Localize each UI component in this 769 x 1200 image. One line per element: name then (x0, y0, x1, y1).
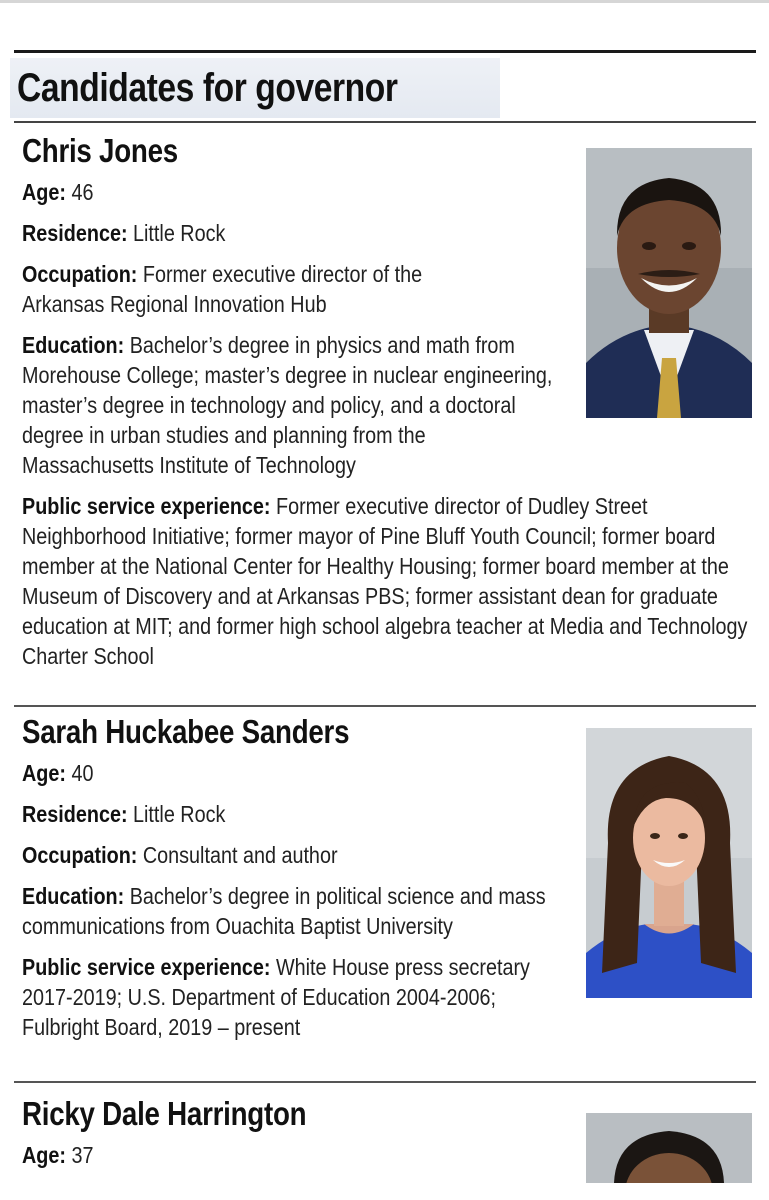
age-field (22, 758, 622, 788)
occupation-label: Occupation: (22, 842, 138, 868)
chris-jones-photo (586, 148, 752, 418)
age-label: Age: (22, 179, 66, 205)
education-field (22, 330, 562, 480)
candidate-ricky-dale-harrington (22, 1094, 562, 1170)
occupation-value: Former executive director of the Arkansas Regional Innovation Hub (22, 261, 423, 317)
age-value: 40 (71, 760, 94, 786)
education-label: Education: (22, 883, 125, 909)
education-label: Education: (22, 332, 125, 358)
public-service-label: Public service experience: (22, 493, 271, 519)
candidate-divider (14, 1081, 756, 1083)
residence-label: Residence: (22, 801, 128, 827)
page-title: Candidates for governor (17, 65, 398, 110)
title-banner (10, 58, 500, 118)
age-label: Age: (22, 1142, 66, 1168)
age-field (22, 1140, 562, 1170)
public-service-value: Former executive director of Dudley Street Neighborhood Initiative; former mayor of Pine Bluff Youth Council; former board member at the National Center for Healthy Housing; former board member at the Museum of Discovery and at Arkansas PBS; former assistant dean for graduate education at MIT; and former high school algebra teacher at Media and Technology Charter School (22, 493, 748, 669)
age-label: Age: (22, 760, 66, 786)
title-divider (14, 121, 756, 123)
candidate-name: Sarah Huckabee Sanders (22, 713, 350, 750)
public-service-field (22, 952, 542, 1042)
heading-rule (14, 50, 756, 53)
top-border (0, 0, 769, 3)
education-value: Bachelor’s degree in physics and math from Morehouse College; master’s degree in nuclear engineering, master’s degree in technology and policy, and a doctoral degree in urban studies and planning from the Massachusetts Institute of Technology (22, 332, 553, 478)
education-value: Bachelor’s degree in political science and mass communications from Ouachita Baptist University (22, 883, 546, 939)
education-field (22, 881, 557, 941)
public-service-value: White House press secretary 2017-2019; U.S. Department of Education 2004-2006; Fulbright Board, 2019 – present (22, 954, 530, 1040)
candidate-sarah-huckabee-sanders (22, 712, 622, 1042)
candidate-name: Chris Jones (22, 132, 178, 169)
age-value: 46 (71, 179, 94, 205)
residence-field (22, 799, 622, 829)
ricky-dale-harrington-photo (586, 1113, 752, 1183)
public-service-field (22, 491, 762, 671)
candidate-divider (14, 705, 756, 707)
public-service-label: Public service experience: (22, 954, 271, 980)
residence-label: Residence: (22, 220, 128, 246)
occupation-field (22, 259, 507, 319)
residence-value: Little Rock (133, 220, 226, 246)
sarah-huckabee-sanders-photo (586, 728, 752, 998)
occupation-label: Occupation: (22, 261, 138, 287)
occupation-value: Consultant and author (142, 842, 338, 868)
residence-value: Little Rock (133, 801, 226, 827)
age-value: 37 (71, 1142, 94, 1168)
occupation-field (22, 840, 622, 870)
candidate-name: Ricky Dale Harrington (22, 1095, 307, 1132)
